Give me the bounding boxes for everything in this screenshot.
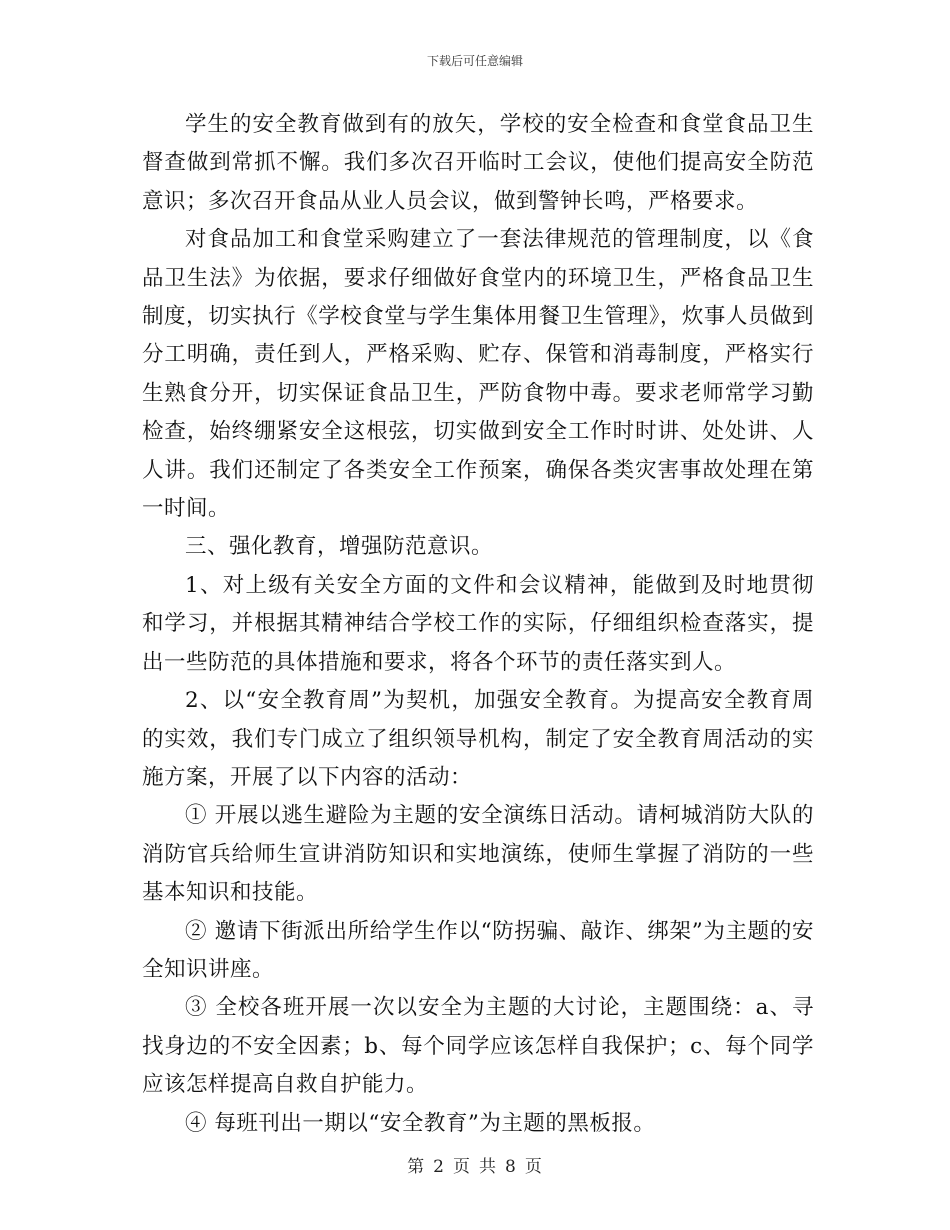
footer-total-pages: 8	[505, 1157, 517, 1177]
paragraph: 对食品加工和食堂采购建立了一套法律规范的管理制度，以《食品卫生法》为依据，要求仔细做好食堂内的环境卫生，严格食品卫生制度，切实执行《学校食堂与学生集体用餐卫生管理》，炊事人员做到分工明确，责任到人，严格采购、贮存、保管和消毒制度，严格实行生熟食分开，切实保证食品卫生，严防食物中毒。要求老师常学习勤检查，始终绷紧安全这根弦，切实做到安全工作时时讲、处处讲、人人讲。我们还制定了各类安全工作预案，确保各类灾害事故处理在第一时间。	[142, 227, 814, 522]
list-item: ③ 全校各班开展一次以安全为主题的大讨论，主题围绕：a、寻找身边的不安全因素；b、每个同学应该怎样自我保护；c、每个同学应该怎样提高自救自护能力。	[142, 995, 814, 1098]
paragraph: 学生的安全教育做到有的放矢，学校的安全检查和食堂食品卫生督查做到常抓不懈。我们多次召开临时工会议，使他们提高安全防范意识；多次召开食品从业人员会议，做到警钟长鸣，严格要求。	[142, 112, 814, 214]
page-footer	[0, 1152, 950, 1177]
document-body	[142, 106, 814, 1143]
page-header: 下载后可任意编辑	[426, 54, 523, 68]
paragraph: 1、对上级有关安全方面的文件和会议精神，能做到及时地贯彻和学习，并根据其精神结合学校工作的实际，仔细组织检查落实，提出一些防范的具体措施和要求，将各个环节的责任落实到人。	[142, 572, 814, 675]
paragraph: 2、以“安全教育周”为契机，加强安全教育。为提高安全教育周的实效，我们专门成立了组织领导机构，制定了安全教育周活动的实施方案，开展了以下内容的活动：	[142, 688, 814, 790]
footer-page-word: 页	[453, 1157, 471, 1177]
list-item: ② 邀请下街派出所给学生作以“防拐骗、敲诈、绑架”为主题的安全知识讲座。	[142, 918, 814, 982]
list-item: ① 开展以逃生避险为主题的安全演练日活动。请柯城消防大队的消防官兵给师生宣讲消防知识和实地演练，使师生掌握了消防的一些基本知识和技能。	[142, 803, 814, 906]
footer-current-page: 2	[433, 1157, 445, 1177]
footer-suffix: 页	[524, 1157, 543, 1177]
list-item: ④ 每班刊出一期以“安全教育”为主题的黑板报。	[185, 1110, 656, 1136]
footer-total-word: 共	[479, 1157, 497, 1177]
section-heading: 三、强化教育，增强防范意识。	[185, 534, 494, 560]
footer-prefix: 第	[407, 1157, 426, 1177]
